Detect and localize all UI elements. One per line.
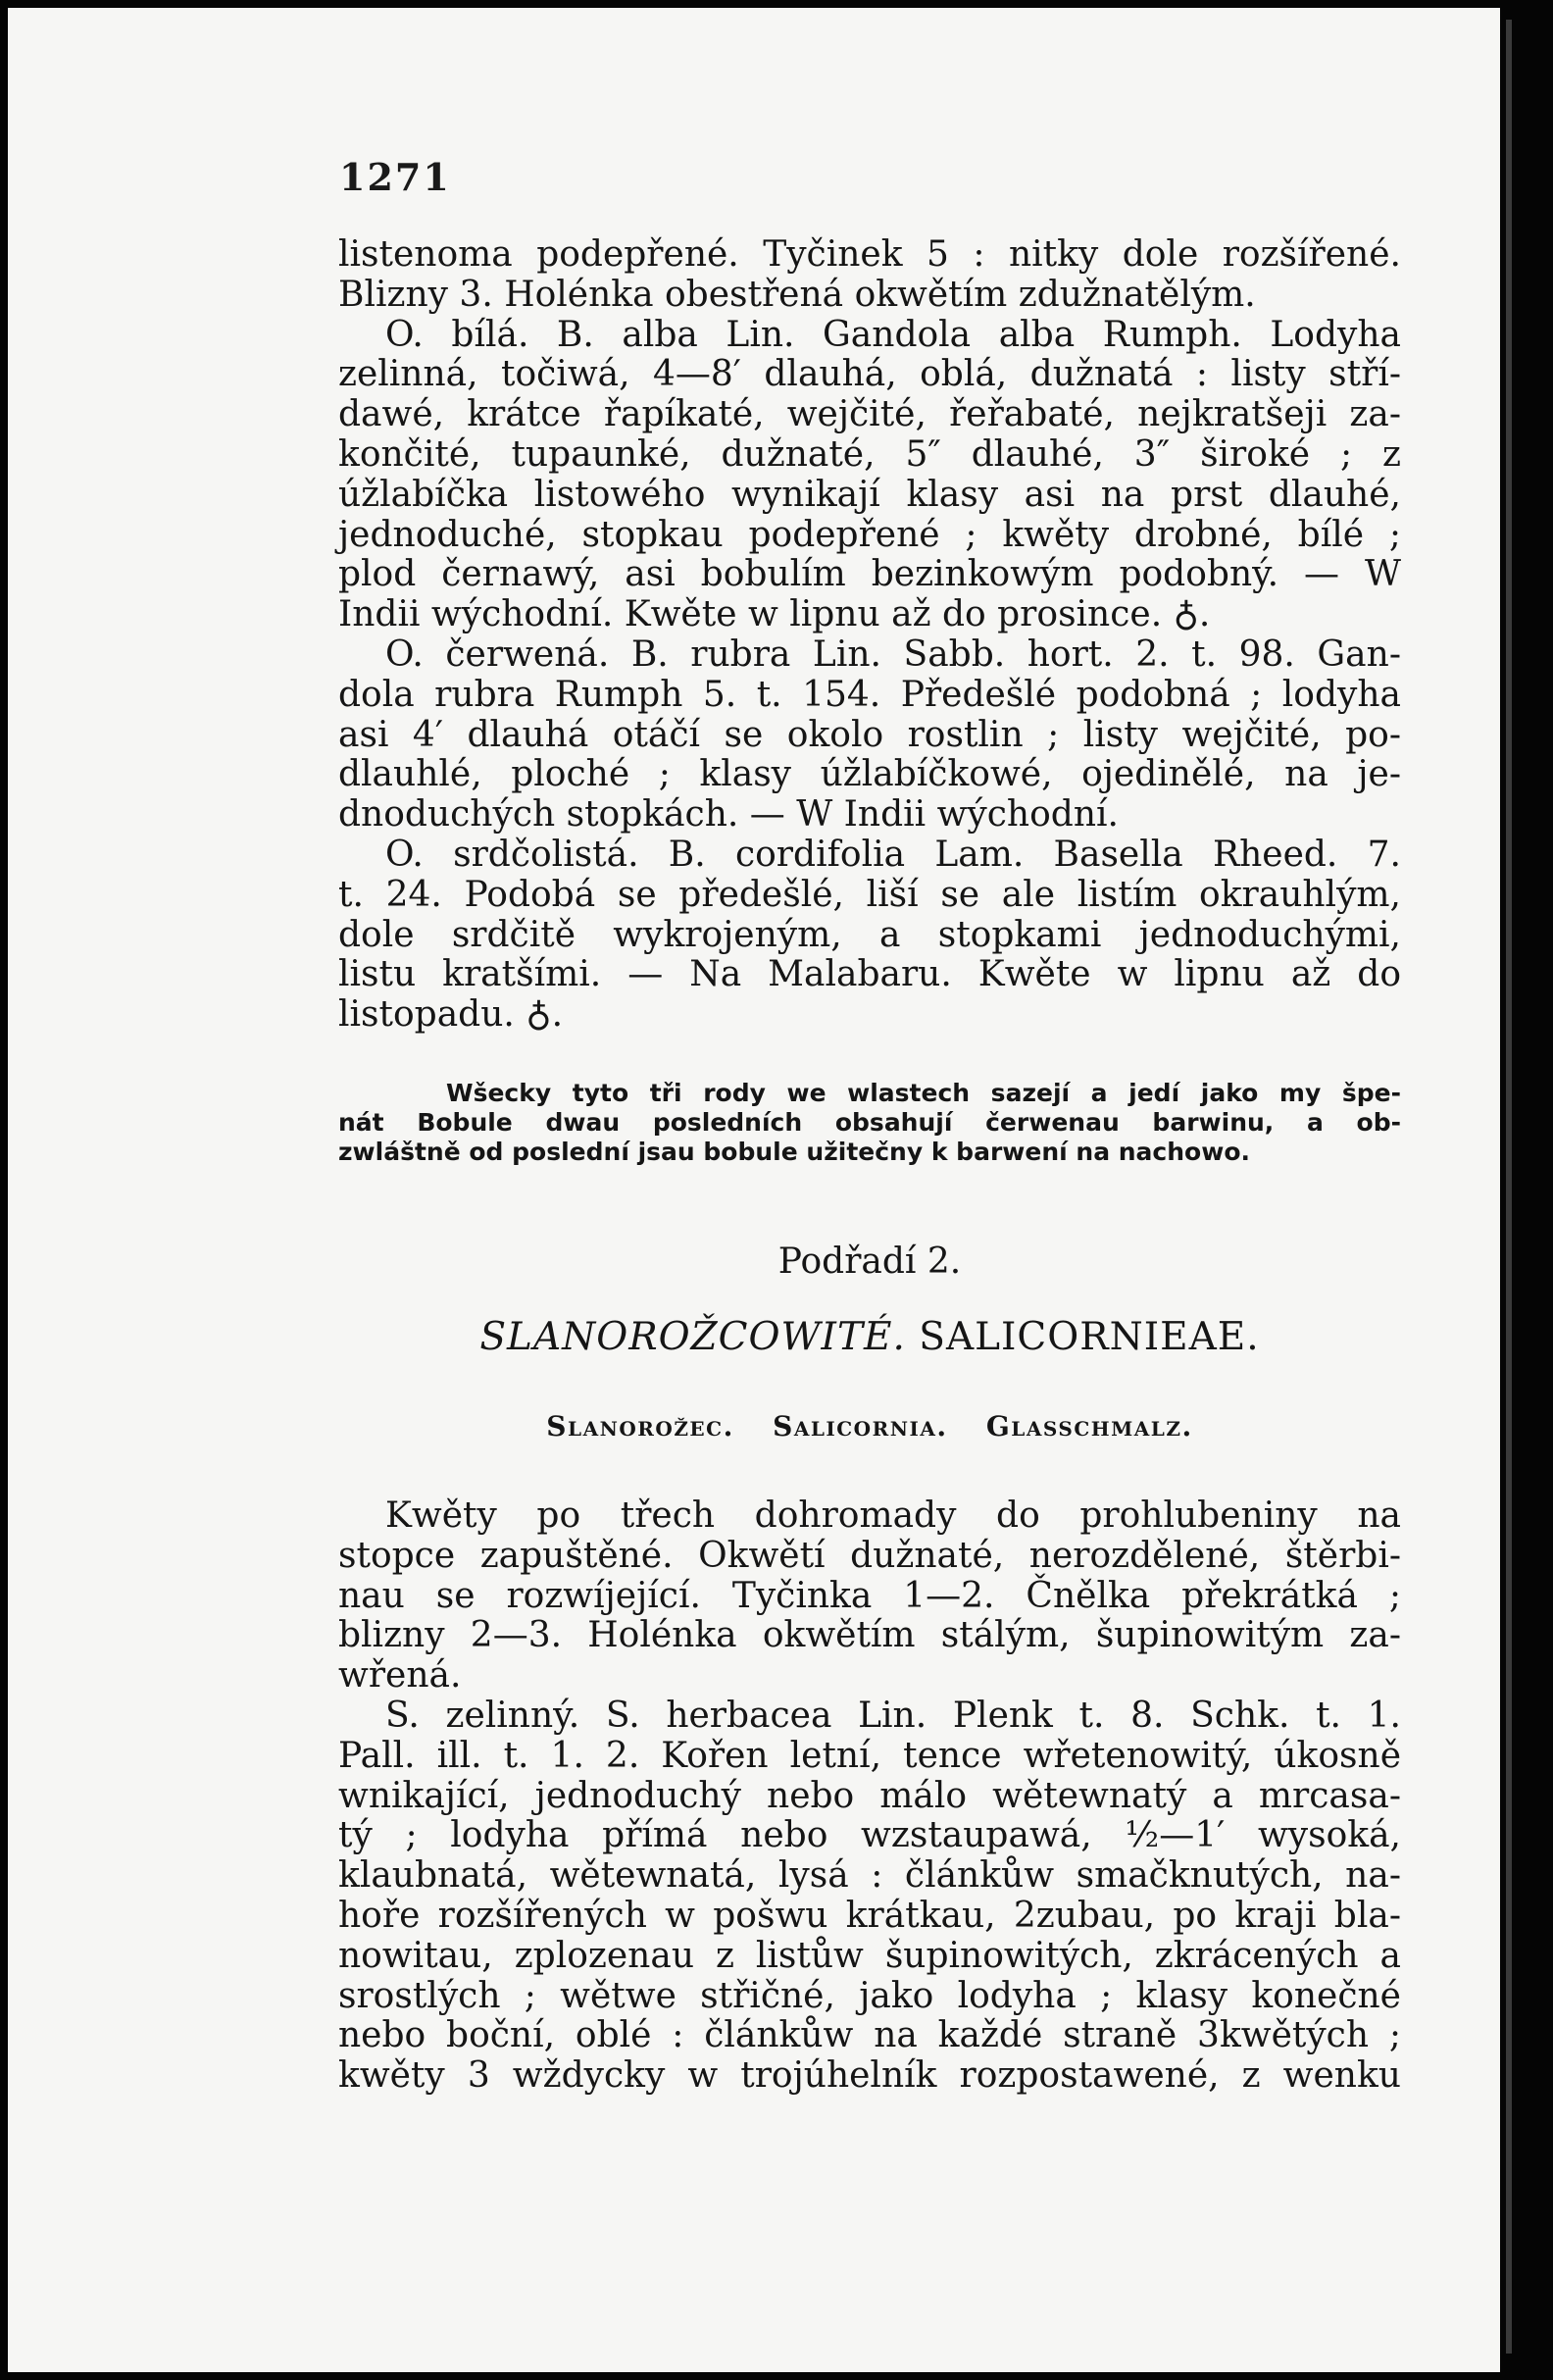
text-line: úžlabíčka listowého wynikají klasy asi na prst dlauhé, (338, 474, 1401, 515)
text-line: asi 4′ dlauhá otáčí se okolo rostlin ; listy wejčité, po- (338, 714, 1401, 755)
text-line: dawé, krátce řapíkaté, wejčité, řeřabaté, nejkratšeji za- (338, 394, 1401, 435)
text-line: blizny 2—3. Holénka okwětím stálým, šupinowitým za- (338, 1615, 1401, 1656)
text-line: kwěty 3 wždycky w trojúhelník rozpostawené, z wenku (338, 2055, 1401, 2097)
suborder-heading: Podřadí 2. (777, 1241, 962, 1282)
text-line: t. 24. Podobá se předešlé, liší se ale listím okrauhlým, (338, 874, 1401, 915)
footnote-line: Wšecky tyto tři rody we wlastech sazejí a jedí jako my špe- (446, 1079, 1401, 1107)
genus-heading (338, 1410, 1401, 1443)
text-line: jednoduché, stopkau podepřené ; kwěty drobné, bílé ; (338, 514, 1401, 555)
text-line: Kwěty po třech dohromady do prohlubeniny na (385, 1495, 1401, 1536)
genus-name-latin: Salicornia. (773, 1410, 948, 1443)
text-line: O. srdčolistá. B. cordifolia Lam. Basella Rheed. 7. (385, 834, 1401, 875)
text-line: wřená. (338, 1655, 462, 1696)
family-heading (338, 1315, 1401, 1359)
text-line: hoře rozšířených w pošwu krátkau, 2zubau, po kraji bla- (338, 1895, 1401, 1936)
text-line: srostlých ; wětwe střičné, jako lodyha ; klasy konečné (338, 1975, 1401, 2016)
genus-name-german: Glasschmalz. (985, 1410, 1193, 1443)
text-line: O. čerwená. B. rubra Lin. Sabb. hort. 2. t. 98. Gan- (385, 633, 1401, 675)
text-line: Blizny 3. Holénka obestřená okwětím zdužnatělým. (338, 274, 1256, 315)
text-line: O. bílá. B. alba Lin. Gandola alba Rumph. Lodyha (385, 314, 1401, 355)
text-line: listu kratšími. — Na Malabaru. Kwěte w lipnu až do (338, 954, 1401, 995)
text-line: nebo boční, oblé : článkůw na každé straně 3kwětých ; (338, 2015, 1401, 2056)
main-text-section-2 (338, 1496, 1401, 2097)
main-text-section-1 (338, 235, 1401, 1036)
family-name-latin: SALICORNIEAE. (919, 1315, 1260, 1359)
scan-page-edge (1506, 20, 1512, 2354)
genus-name-czech: Slanorožec. (546, 1410, 734, 1443)
footnote-line: zwláštně od poslední jsau bobule užitečny k barwení na nachowo. (338, 1138, 1250, 1166)
text-line: Indii wýchodní. Kwěte w lipnu až do prosince. ♁. (338, 594, 1211, 635)
text-line: S. zelinný. S. herbacea Lin. Plenk t. 8. Schk. t. 1. (385, 1695, 1401, 1736)
text-line: klaubnatá, wětewnatá, lysá : článkůw smačknutých, na- (338, 1855, 1401, 1897)
text-line: dole srdčitě wykrojeným, a stopkami jednoduchými, (338, 914, 1401, 955)
text-line: plod černawý, asi bobulím bezinkowým podobný. — W (338, 554, 1401, 595)
text-line: wnikající, jednoduchý nebo málo wětewnatý a mrcasa- (338, 1775, 1401, 1816)
footnote-line: nát Bobule dwau posledních obsahují čerwenau barwinu, a ob- (338, 1108, 1401, 1137)
text-line: končité, tupaunké, dužnaté, 5″ dlauhé, 3″ široké ; z (338, 433, 1401, 475)
text-line: listenoma podepřené. Tyčinek 5 : nitky dole rozšířené. (338, 234, 1401, 275)
text-line: dlauhlé, ploché ; klasy úžlabíčkowé, ojedinělé, na je- (338, 754, 1401, 795)
text-line: stopce zapuštěné. Okwětí dužnaté, nerozdělené, štěrbi- (338, 1535, 1401, 1576)
text-line: Pall. ill. t. 1. 2. Kořen letní, tence wřetenowitý, úkosně (338, 1735, 1401, 1776)
text-line: nowitau, zplozenau z listůw šupinowitých, zkrácených a (338, 1935, 1401, 1976)
text-line: dnoduchých stopkách. — W Indii wýchodní. (338, 794, 1119, 836)
book-page (8, 8, 1500, 2372)
text-line: dola rubra Rumph 5. t. 154. Předešlé podobná ; lodyha (338, 674, 1401, 715)
family-name-czech: SLANOROŽCOWITÉ. (479, 1315, 906, 1359)
text-line: zelinná, točiwá, 4—8′ dlauhá, oblá, dužnatá : listy stří- (338, 354, 1401, 395)
footnote (338, 1079, 1401, 1167)
text-line: listopadu. ♁. (338, 994, 564, 1036)
text-line: tý ; lodyha přímá nebo wzstaupawá, ½—1′ wysoká, (338, 1815, 1401, 1856)
page-number: 1271 (339, 155, 451, 199)
text-line: nau se rozwíjející. Tyčinka 1—2. Čnělka překrátká ; (338, 1575, 1401, 1616)
